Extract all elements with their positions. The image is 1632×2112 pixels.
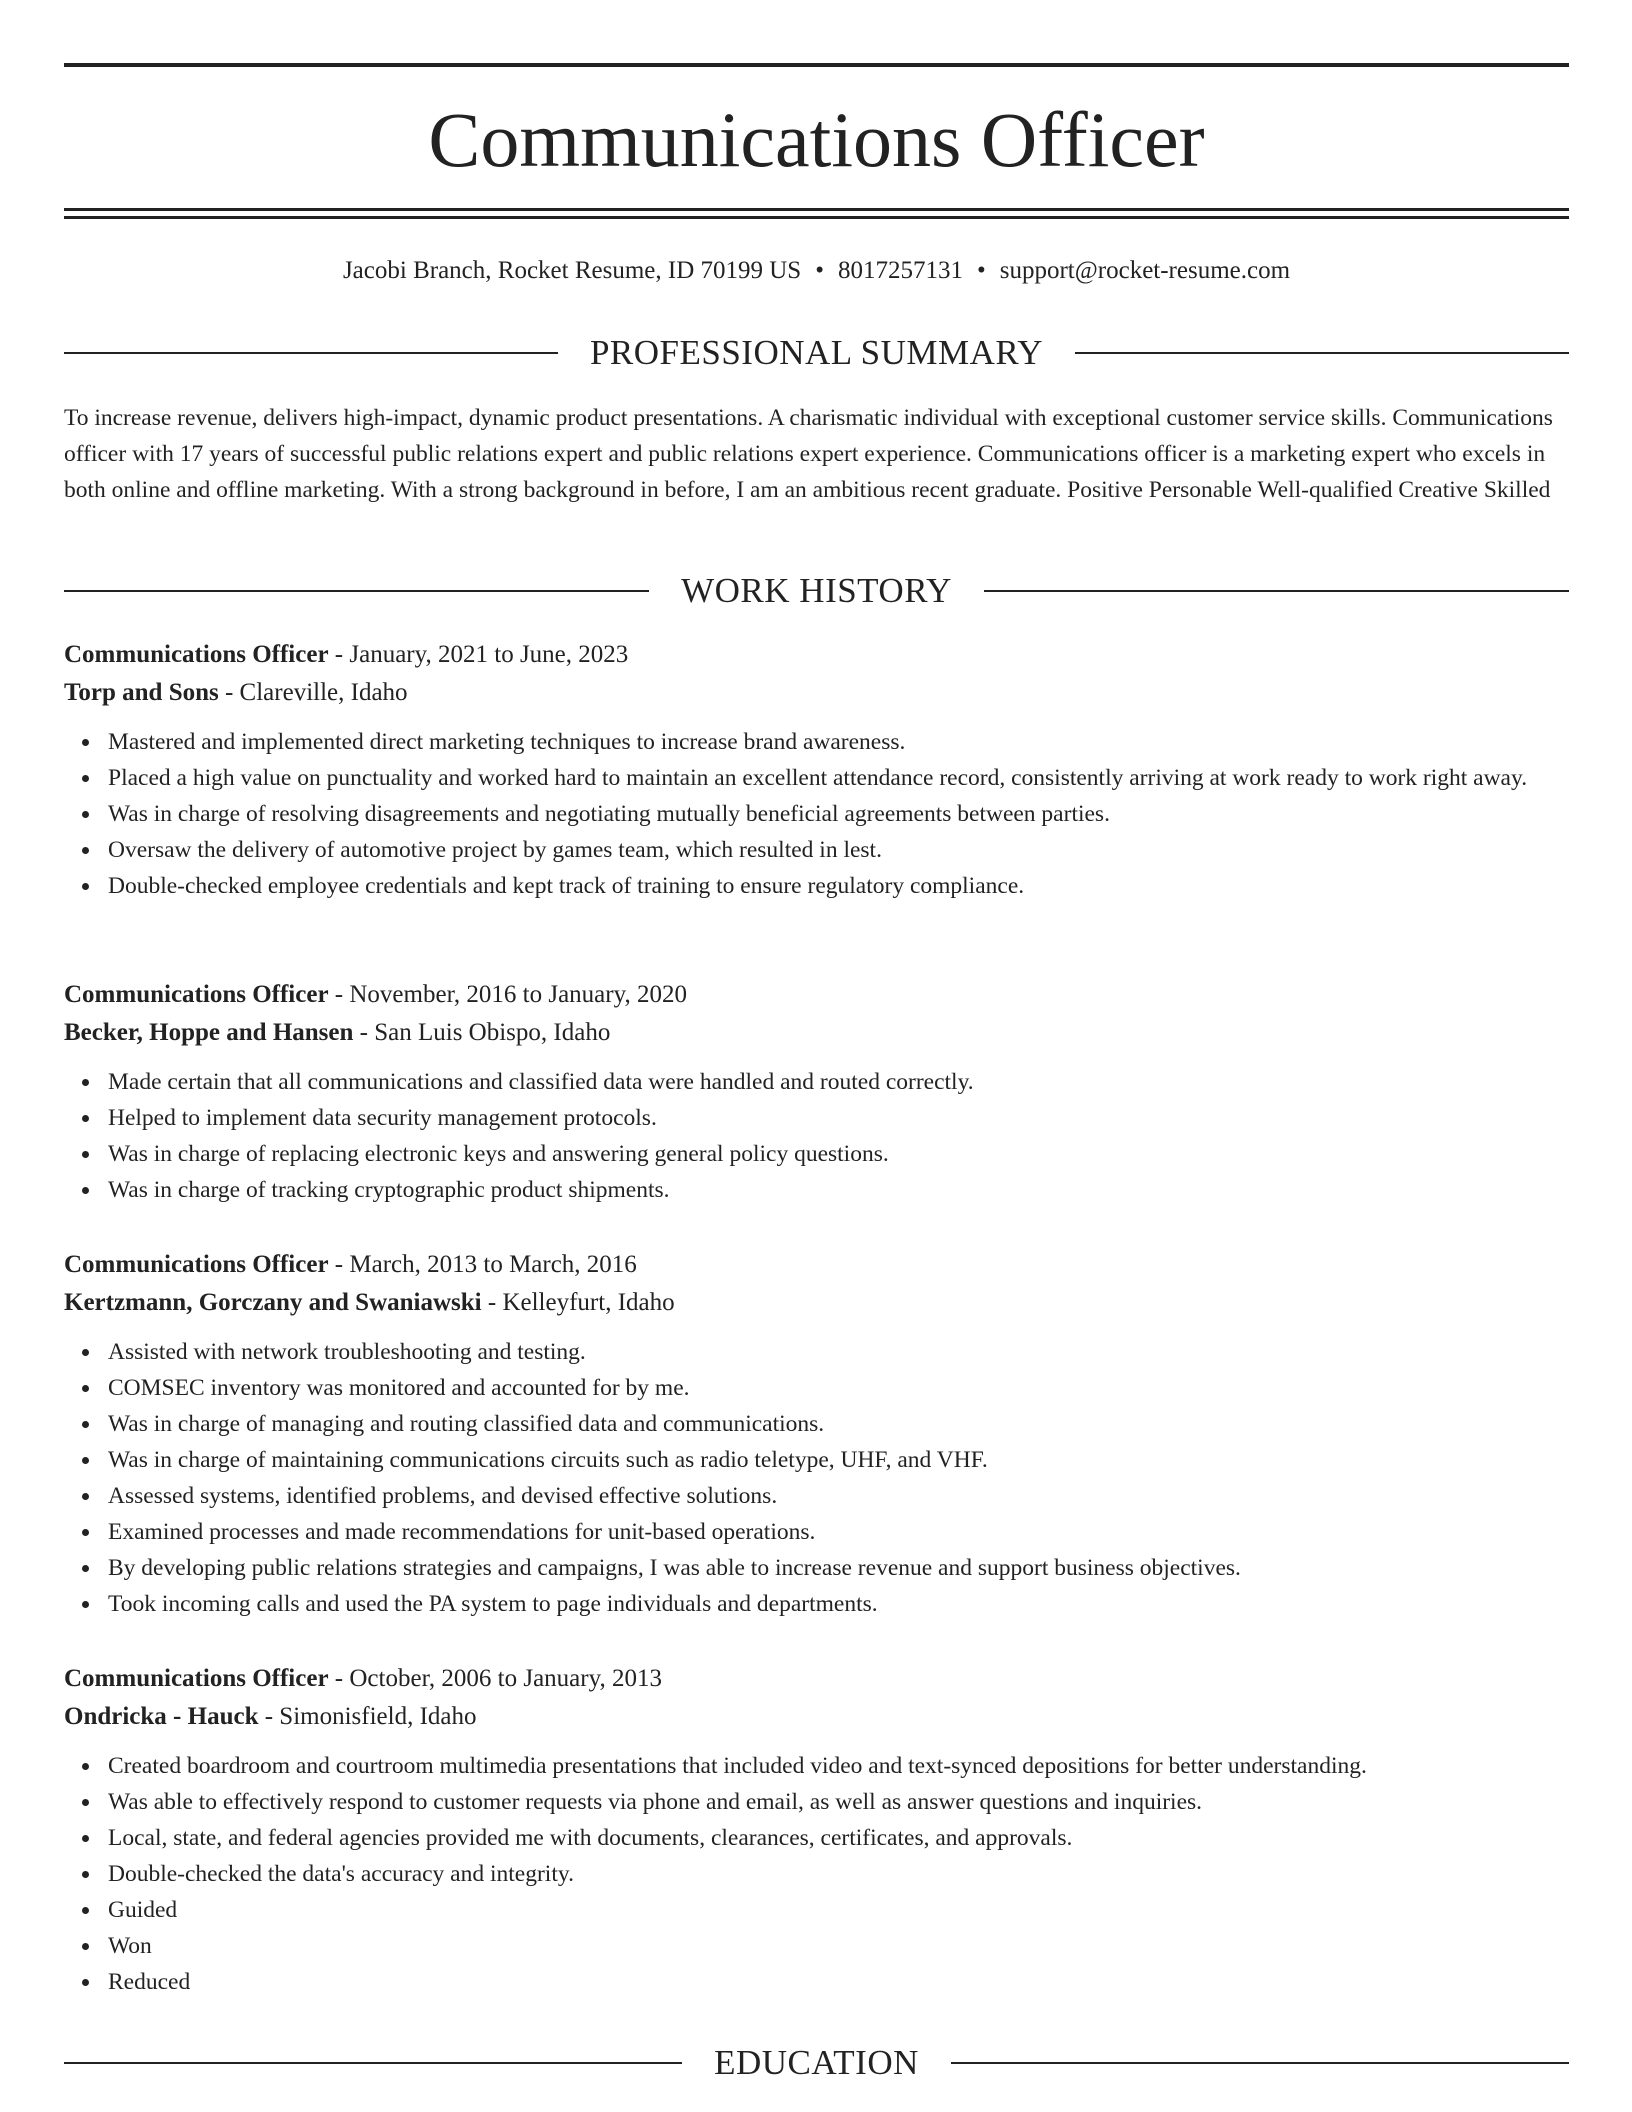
job-bullet: Examined processes and made recommendations for unit-based operations. bbox=[108, 1514, 1569, 1550]
job-title: Communications Officer bbox=[64, 1665, 329, 1692]
job-company-line bbox=[64, 1698, 1569, 1736]
contact-phone: 8017257131 bbox=[837, 257, 963, 284]
job-bullet: Created boardroom and courtroom multimedia presentations that included video and text-synced depositions for better understanding. bbox=[108, 1748, 1569, 1784]
job-bullet: Was in charge of replacing electronic keys and answering general policy questions. bbox=[108, 1136, 1569, 1172]
job-bullet: Won bbox=[108, 1928, 1569, 1964]
job-bullet: Double-checked the data's accuracy and integrity. bbox=[108, 1856, 1569, 1892]
job-bullets bbox=[64, 1064, 1569, 1208]
job-bullet: Placed a high value on punctuality and worked hard to maintain an excellent attendance record, consistently arriving at work ready to work right away. bbox=[108, 760, 1569, 796]
job-bullet: Local, state, and federal agencies provided me with documents, clearances, certificates, and approvals. bbox=[108, 1820, 1569, 1856]
section-rule bbox=[64, 590, 649, 592]
job-dates: - January, 2021 to June, 2023 bbox=[328, 641, 629, 668]
job-title-line bbox=[64, 636, 1569, 674]
job-dates: - November, 2016 to January, 2020 bbox=[328, 981, 687, 1008]
job-bullets bbox=[64, 1748, 1569, 2000]
contact-address: Jacobi Branch, Rocket Resume, ID 70199 US bbox=[342, 257, 802, 284]
job-title-line bbox=[64, 976, 1569, 1014]
job-bullet: Mastered and implemented direct marketing techniques to increase brand awareness. bbox=[108, 724, 1569, 760]
job-entry bbox=[64, 976, 1569, 1208]
job-entry bbox=[64, 636, 1569, 904]
summary-text: To increase revenue, delivers high-impact, dynamic product presentations. A charismatic individual with exceptional customer service skills. Communications officer with 17 years of successful public relations expert and public relations expert experience. Communications officer is a marketing expert who excels in both online and offline marketing. With a strong background in before, I am an ambitious recent graduate. Positive Personable Well-qualified Creative Skilled bbox=[64, 405, 1553, 503]
job-bullet: Was in charge of maintaining communications circuits such as radio teletype, UHF, and VHF. bbox=[108, 1442, 1569, 1478]
education-section-header bbox=[64, 2042, 1569, 2084]
job-company: Becker, Hoppe and Hansen bbox=[64, 1019, 354, 1046]
job-bullets bbox=[64, 1334, 1569, 1622]
job-entry bbox=[64, 1246, 1569, 1622]
title-underline-second bbox=[64, 216, 1569, 219]
job-location: - Kelleyfurt, Idaho bbox=[481, 1289, 675, 1316]
job-bullet: Guided bbox=[108, 1892, 1569, 1928]
contact-email: support@rocket-resume.com bbox=[999, 257, 1291, 284]
section-rule bbox=[64, 352, 558, 354]
job-bullet: COMSEC inventory was monitored and accounted for by me. bbox=[108, 1370, 1569, 1406]
job-dates: - March, 2013 to March, 2016 bbox=[328, 1251, 637, 1278]
job-bullet: Made certain that all communications and classified data were handled and routed correctly. bbox=[108, 1064, 1569, 1100]
section-title-education: EDUCATION bbox=[714, 2043, 919, 2082]
work-section-header bbox=[64, 570, 1569, 612]
job-bullets bbox=[64, 724, 1569, 904]
top-rule bbox=[64, 63, 1569, 67]
job-bullet: Double-checked employee credentials and kept track of training to ensure regulatory compliance. bbox=[108, 868, 1569, 904]
job-bullet: Was able to effectively respond to customer requests via phone and email, as well as answer questions and inquiries. bbox=[108, 1784, 1569, 1820]
job-dates: - October, 2006 to January, 2013 bbox=[328, 1665, 662, 1692]
section-rule bbox=[1075, 352, 1569, 354]
section-rule bbox=[951, 2062, 1569, 2064]
section-title-summary: PROFESSIONAL SUMMARY bbox=[589, 333, 1044, 372]
contact-separator: • bbox=[815, 257, 824, 284]
contact-separator: • bbox=[976, 257, 986, 284]
section-rule bbox=[984, 590, 1569, 592]
job-title-line bbox=[64, 1660, 1569, 1698]
job-bullet: By developing public relations strategies and campaigns, I was able to increase revenue and support business objectives. bbox=[108, 1550, 1569, 1586]
job-bullet: Assisted with network troubleshooting and testing. bbox=[108, 1334, 1569, 1370]
job-title: Communications Officer bbox=[64, 981, 329, 1008]
section-rule bbox=[64, 2062, 682, 2064]
job-entry bbox=[64, 1660, 1569, 2000]
job-company: Kertzmann, Gorczany and Swaniawski bbox=[64, 1289, 482, 1316]
job-title: Communications Officer bbox=[64, 641, 329, 668]
job-bullet: Was in charge of managing and routing classified data and communications. bbox=[108, 1406, 1569, 1442]
contact-line bbox=[64, 254, 1569, 288]
job-title-line bbox=[64, 1246, 1569, 1284]
title-underline bbox=[64, 208, 1569, 211]
resume-title: Communications Officer bbox=[428, 96, 1205, 183]
job-company-line bbox=[64, 674, 1569, 712]
job-location: - San Luis Obispo, Idaho bbox=[353, 1019, 611, 1046]
job-bullet: Reduced bbox=[108, 1964, 1569, 2000]
job-bullet: Took incoming calls and used the PA system to page individuals and departments. bbox=[108, 1586, 1569, 1622]
job-bullet: Assessed systems, identified problems, and devised effective solutions. bbox=[108, 1478, 1569, 1514]
job-bullet: Was in charge of tracking cryptographic product shipments. bbox=[108, 1172, 1569, 1208]
section-title-work: WORK HISTORY bbox=[681, 571, 952, 610]
job-title: Communications Officer bbox=[64, 1251, 329, 1278]
job-bullet: Oversaw the delivery of automotive project by games team, which resulted in lest. bbox=[108, 832, 1569, 868]
summary-section-header bbox=[64, 332, 1569, 374]
job-location: - Simonisfield, Idaho bbox=[258, 1703, 477, 1730]
job-company: Ondricka - Hauck bbox=[64, 1703, 259, 1730]
job-bullet: Helped to implement data security management protocols. bbox=[108, 1100, 1569, 1136]
job-company-line bbox=[64, 1284, 1569, 1322]
job-location: - Clareville, Idaho bbox=[218, 679, 408, 706]
job-company-line bbox=[64, 1014, 1569, 1052]
job-company: Torp and Sons bbox=[64, 679, 219, 706]
job-bullet: Was in charge of resolving disagreements and negotiating mutually beneficial agreements between parties. bbox=[108, 796, 1569, 832]
